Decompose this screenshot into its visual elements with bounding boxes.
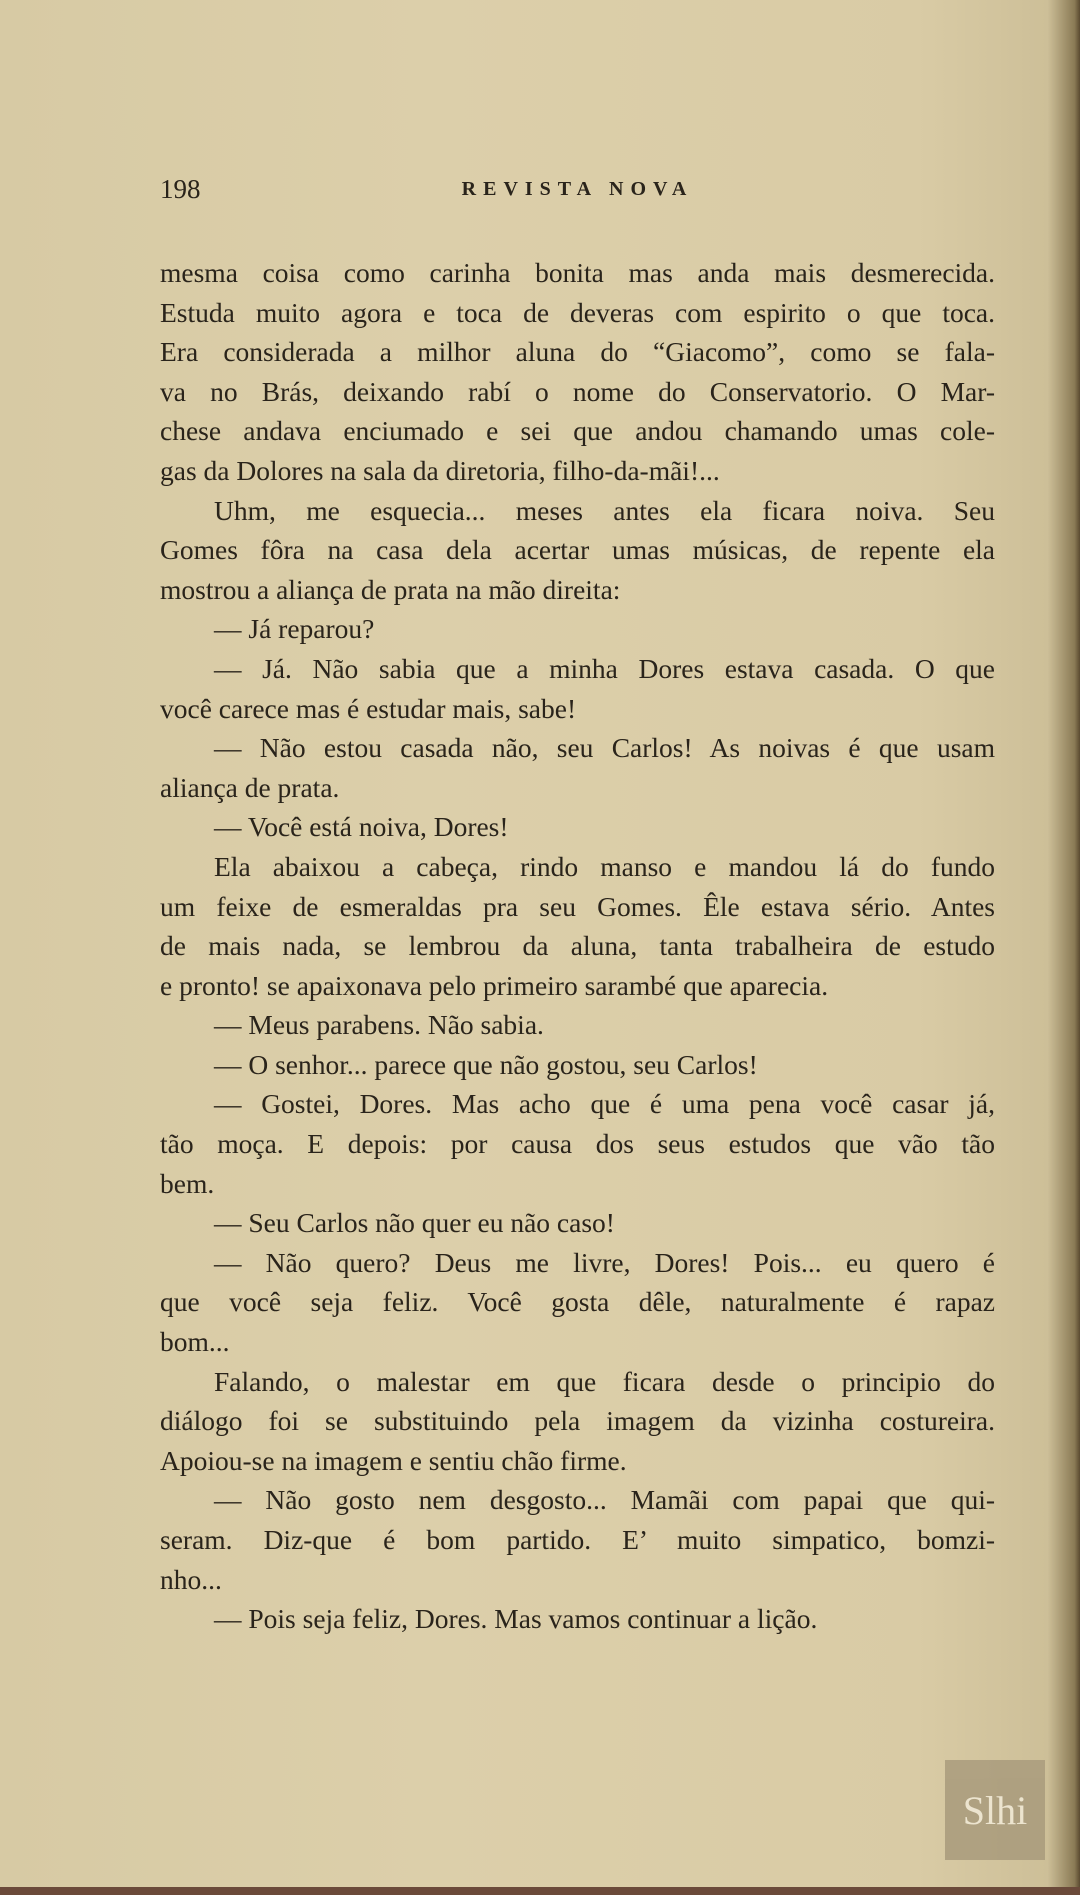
text-line: diálogo foi se substituindo pela imagem da vizinha costureira. xyxy=(160,1405,995,1437)
text-line: — Seu Carlos não quer eu não caso! xyxy=(214,1207,615,1239)
text-line: bom... xyxy=(160,1326,230,1358)
text-line: — Não gosto nem desgosto... Mamãi com papai que qui- xyxy=(214,1484,995,1516)
text-line: — Já. Não sabia que a minha Dores estava casada. O que xyxy=(214,652,995,684)
text-line: aliança de prata. xyxy=(160,771,340,803)
text-line: um feixe de esmeraldas pra seu Gomes. Êle estava sério. Antes xyxy=(160,890,995,922)
text-line: — Gostei, Dores. Mas acho que é uma pena você casar já, xyxy=(214,1088,995,1120)
text-line: bem. xyxy=(160,1167,215,1199)
text-line: Uhm, me esquecia... meses antes ela ficara noiva. Seu xyxy=(214,494,995,526)
text-line: mesma coisa como carinha bonita mas anda mais desmerecida. xyxy=(160,257,995,288)
text-line: Estuda muito agora e toca de deveras com espirito o que toca. xyxy=(160,296,995,328)
text-line: e pronto! se apaixonava pelo primeiro sarambé que aparecia. xyxy=(160,969,829,1001)
text-line: gas da Dolores na sala da diretoria, filho-da-mãi!... xyxy=(160,454,720,486)
text-line: chese andava enciumado e sei que andou chamando umas cole- xyxy=(160,415,995,447)
running-title: REVISTA NOVA xyxy=(461,178,694,200)
text-line: mostrou a aliança de prata na mão direita: xyxy=(160,573,621,605)
text-line: — Já reparou? xyxy=(214,613,375,645)
text-line: va no Brás, deixando rabí o nome do Conservatorio. O Mar- xyxy=(160,375,995,407)
text-line: Apoiou-se na imagem e sentiu chão firme. xyxy=(160,1444,627,1476)
text-line: Gomes fôra na casa dela acertar umas músicas, de repente ela xyxy=(160,534,995,566)
text-line: — Não estou casada não, seu Carlos! As noivas é que usam xyxy=(214,732,995,764)
library-logo: Slhi xyxy=(945,1760,1045,1860)
text-line: — Pois seja feliz, Dores. Mas vamos continuar a lição. xyxy=(214,1603,818,1635)
text-line: Ela abaixou a cabeça, rindo manso e mandou lá do fundo xyxy=(214,850,995,882)
text-line: — O senhor... parece que não gostou, seu Carlos! xyxy=(214,1048,758,1080)
text-line: de mais nada, se lembrou da aluna, tanta trabalheira de estudo xyxy=(160,930,995,962)
text-line: você carece mas é estudar mais, sabe! xyxy=(160,692,577,724)
text-line: Falando, o malestar em que ficara desde o principio do xyxy=(214,1365,995,1397)
page-number: 198 xyxy=(160,174,201,204)
text-line: tão moça. E depois: por causa dos seus estudos que vão tão xyxy=(160,1128,995,1160)
text-line: seram. Diz-que é bom partido. E’ muito simpatico, bomzi- xyxy=(160,1524,995,1555)
text-line: nho... xyxy=(160,1563,222,1595)
text-line: — Não quero? Deus me livre, Dores! Pois... eu quero é xyxy=(214,1246,995,1278)
text-line: — Meus parabens. Não sabia. xyxy=(214,1009,544,1041)
page-header xyxy=(160,174,995,214)
text-line: que você seja feliz. Você gosta dêle, naturalmente é rapaz xyxy=(160,1286,995,1318)
text-line: Era considerada a milhor aluna do “Giacomo”, como se fala- xyxy=(160,336,995,368)
page-edge xyxy=(0,1887,1080,1895)
body-text xyxy=(160,253,995,1639)
text-line: — Você está noiva, Dores! xyxy=(214,811,509,843)
